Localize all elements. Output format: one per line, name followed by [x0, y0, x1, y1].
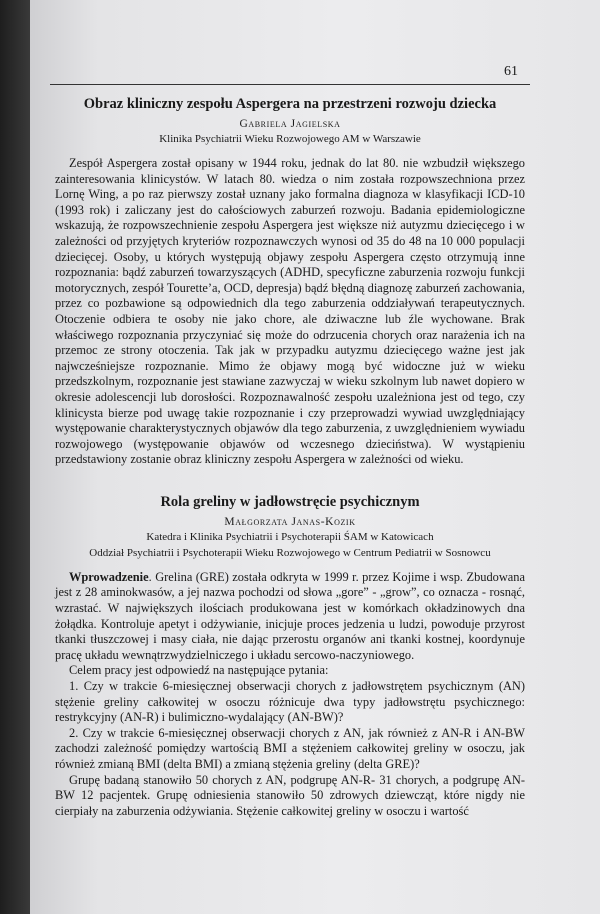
article2-group: Grupę badaną stanowiło 50 chorych z AN, podgrupę AN-R- 31 chorych, a podgrupę AN-BW 12 pacjentek. Grupę odniesienia stanowiło 50 zdrowych dziewcząt, które nigdy nie cierpiały na zaburzenia odżywiania. Stężenie całkowitej greliny w osoczu i wartość [55, 772, 525, 818]
article2-affiliation-2: Oddział Psychiatrii i Psychoterapii Wieku Rozwojowego w Centrum Pediatrii w Sosnowcu [89, 546, 491, 559]
article2-affiliation-1: Katedra i Klinika Psychiatrii i Psychoterapii ŚAM w Katowicach [146, 530, 434, 543]
intro-text: . Grelina (GRE) została odkryta w 1999 r. przez Kojime i wsp. Zbudowana jest z 28 aminokwasów, a jej nazwa pochodzi od słowa „gore” - „grow”, co oznacza - rosnąć, wzrastać. W największych ilościach produkowana jest w komórkach okładzinowych dna żołądka. Kontroluje apetyt i odżywianie, inicjuje proces jedzenia u ludzi, powoduje przyrost tkanki tłuszczowej i masy ciała, nie dając przerostu organów ani tkanki kostnej, koordynuje pracę układu wewnątrzwydzielniczego i układu sercowo-naczyniowego. [55, 569, 525, 662]
article1-abstract [55, 156, 525, 468]
article1-title: Obraz kliniczny zespołu Aspergera na przestrzeni rozwoju dziecka [83, 96, 497, 112]
article2-question-1: 1. Czy w trakcie 6-miesięcznej obserwacji chorych z jadłowstrętem psychicznym (AN) stężenie greliny całkowitej w osoczu różnicuje dwa typy jadłowstrętu psychicznego: restrykcyjny (AN-R) i bulimiczno-wydalający (AN-BW)? [55, 679, 525, 725]
article2-intro [55, 570, 525, 664]
article1-body: Zespół Aspergera został opisany w 1944 roku, jednak do lat 80. nie wzbudził większego zainteresowania klinicystów. W latach 80. wiedza o nim została rozpowszechniona przez Lornę Wing, a po raz pierwszy został uznany jako formalna diagnoza w klasyfikacji ICD-10 (1993 rok) i zaliczany jest do całościowych zaburzeń rozwoju. Badania epidemiologiczne wskazują, że rozpowszechnienie zespołu Aspergera jest większe niż autyzmu dziecięcego i w zależności od przyjętych kryteriów rozpoznawczych wynosi od 35 do 48 na 10 000 populacji dziecięcej. Osoby, u których występują objawy zespołu Aspergera często otrzymują inne rozpoznania: bądź zaburzeń towarzyszących (ADHD, specyficzne zaburzenia rozwoju funkcji motorycznych, zespół Tourette’a, OCD, depresja) bądź błędną diagnozę zaburzeń zachowania, przez co pozbawione są odpowiednich dla tego zaburzenia oddziaływań terapeutycznych. Otoczenie odbiera te osoby nie jako chore, ale dziwaczne lub źle wychowane. Brak właściwego rozpoznania przyczyniać się może do odrzucenia chorych oraz narażenia ich na przemoc ze strony otoczenia. Tak jak w przypadku autyzmu dziecięcego ważne jest jak najwcześniejsze rozpoznanie. Mimo że objawy mogą być widoczne już w wieku przedszkolnym, rozpoznanie jest stawiane zazwyczaj w wieku szkolnym lub nawet dopiero w okresie adolescencji lub dorosłości. Rozpoznawalność zespołu uzależniona jest od tego, czy klinicysta bierze pod uwagę takie rozpoznanie i czy przeprowadzi wywiad uwzględniający występowanie charakterystycznych objawów dla tego zaburzenia, z uwzględnieniem wywiadu rozwojowego (występowanie objawów od wczesnego dzieciństwa). W wystąpieniu przedstawiony zostanie obraz kliniczny zespołu Aspergera w zależności od wieku. [55, 156, 525, 467]
article1-author: Gabriela Jagielska [239, 118, 341, 130]
book-page [30, 0, 600, 914]
article2-author: Małgorzata Janas-Kozik [224, 515, 356, 528]
article2-question-2: 2. Czy w trakcie 6-miesięcznej obserwacji chorych z AN, jak również z AN-R i AN-BW zachodzi zależność pomiędzy wartością BMI a stężeniem całkowitej greliny w osoczu, jak również zmianą BMI (delta BMI) a zmianą stężenia greliny (delta GRE)? [55, 725, 525, 771]
intro-label: Wprowadzenie [69, 569, 149, 584]
header-rule [50, 84, 530, 85]
article2-aim: Celem pracy jest odpowiedź na następujące pytania: [69, 663, 329, 678]
article2-abstract [55, 570, 525, 820]
article2-title: Rola greliny w jadłowstręcie psychicznym [160, 493, 420, 510]
page-number: 61 [504, 64, 518, 79]
article1-affiliation: Klinika Psychiatrii Wieku Rozwojowego AM w Warszawie [159, 133, 421, 145]
page-content [55, 96, 525, 819]
